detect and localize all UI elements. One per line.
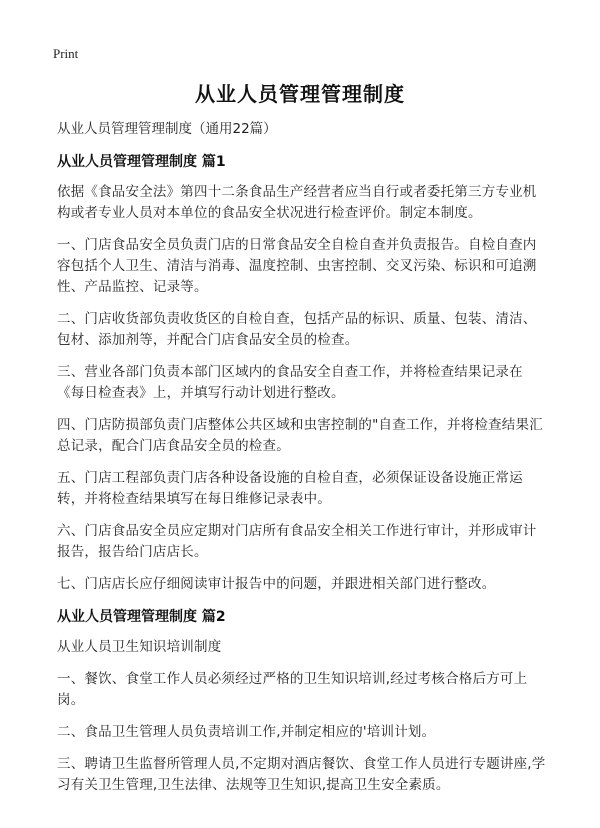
section-heading: 从业人员管理管理制度 篇1 xyxy=(57,154,226,170)
paragraph: 七、门店店长应仔细阅读审计报告中的问题，并跟进相关部门进行整改。 xyxy=(57,576,496,592)
paragraph: 四、门店防损部负责门店整体公共区域和虫害控制的"自查工作，并将检查结果汇总记录，配合门店食品安全员的检查。 xyxy=(57,417,543,454)
print-label[interactable]: Print xyxy=(53,46,79,61)
paragraph: 三、聘请卫生监督所管理人员,不定期对酒店餐饮、食堂工作人员进行专题讲座,学习有关卫生管理,卫生法律、法规等卫生知识,提高卫生安全素质。 xyxy=(57,756,546,793)
section-2 xyxy=(57,606,549,796)
paragraph: 从业人员卫生知识培训制度 xyxy=(57,639,222,655)
paragraph: 二、食品卫生管理人员负责培训工作,并制定相应的'培训计划。 xyxy=(57,724,436,740)
section-1 xyxy=(57,151,549,595)
document-title: 从业人员管理管理制度 xyxy=(195,82,405,106)
paragraph: 三、营业各部门负责本部门区域内的食品安全自查工作，并将检查结果记录在《每日检查表》上，并填写行动计划进行整改。 xyxy=(57,364,523,401)
paragraph: 五、门店工程部负责门店各种设备设施的自检自查，必须保证设备设施正常运转，并将检查结果填写在每日维修记录表中。 xyxy=(57,470,523,507)
paragraph: 六、门店食品安全员应定期对门店所有食品安全相关工作进行审计，并形成审计报告，报告给门店店长。 xyxy=(57,523,537,560)
section-heading: 从业人员管理管理制度 篇2 xyxy=(57,609,226,625)
paragraph: 二、门店收货部负责收货区的自检自查，包括产品的标识、质量、包装、清洁、包材、添加剂等，并配合门店食品安全员的检查。 xyxy=(57,311,537,348)
paragraph: 一、门店食品安全员负责门店的日常食品安全自检自查并负责报告。自检自查内容包括个人卫生、清洁与消毒、温度控制、虫害控制、交叉污染、标识和可追溯性、产品监控、记录等。 xyxy=(57,237,537,295)
document-body xyxy=(57,118,549,807)
paragraph: 依据《食品安全法》第四十二条食品生产经营者应当自行或者委托第三方专业机构或者专业人员对本单位的食品安全状况进行检查评价。制定本制度。 xyxy=(57,184,537,221)
paragraph: 一、餐饮、食堂工作人员必须经过严格的卫生知识培训,经过考核合格后方可上岗。 xyxy=(57,671,528,708)
document-subtitle: 从业人员管理管理制度（通用22篇） xyxy=(57,121,277,137)
